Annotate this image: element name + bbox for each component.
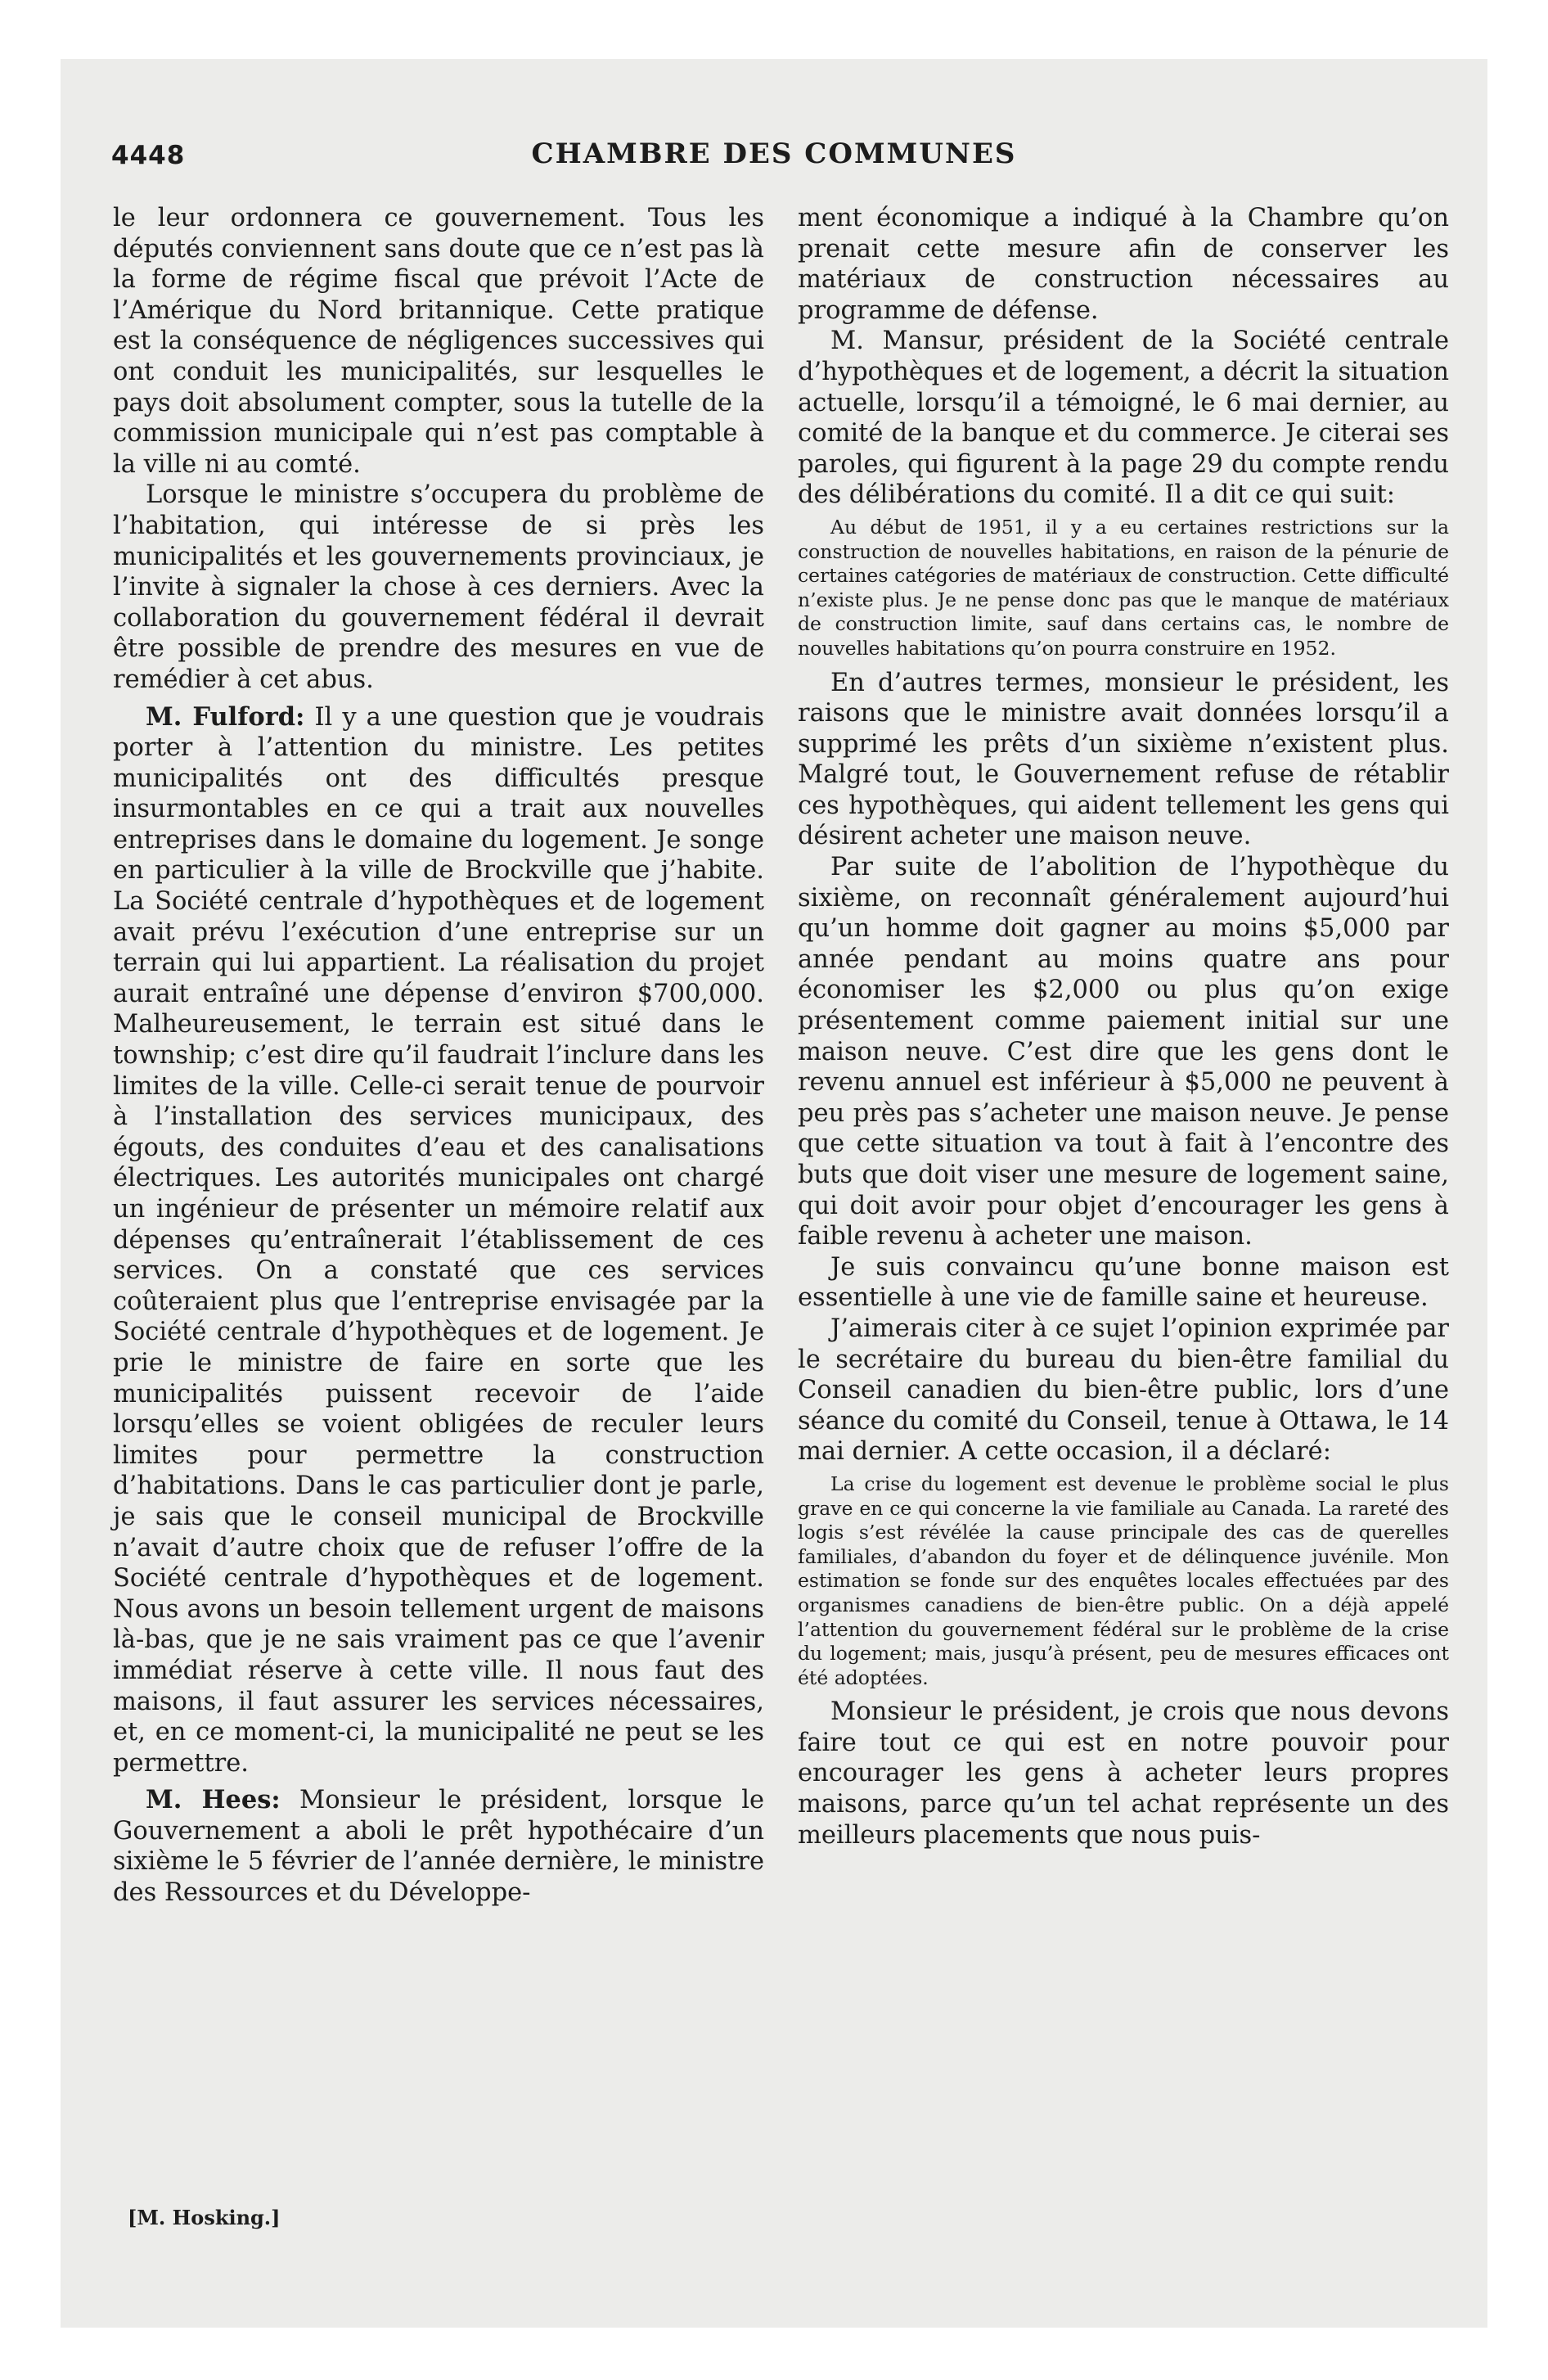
right-column [798,203,1449,1850]
paragraph: Lorsque le ministre s’occupera du problème de l’habitation, qui intéresse de si près les municipalités et les gouvernements provinciaux, je l’invite à signaler la chose à ces derniers. Avec la collaboration du gouvernement fédéral il devrait être possible de prendre des mesures en vue de remédier à cet abus. [113,480,764,694]
paragraph: J’aimerais citer à ce sujet l’opinion exprimée par le secrétaire du bureau du bien-être familial du Conseil canadien du bien-être public, lors d’une séance du comité du Conseil, tenue à Ottawa, le 14 mai dernier. A cette occasion, il a déclaré: [798,1314,1449,1467]
paragraph: le leur ordonnera ce gouvernement. Tous les députés conviennent sans doute que ce n’est pas là la forme de régime fiscal que prévoit l’Acte de l’Amérique du Nord britannique. Cette pratique est la conséquence de négligences successives qui ont conduit les municipalités, sur lesquelles le pays doit absolument compter, sous la tutelle de la commission municipale qui n’est pas comptable à la ville ni au comté. [113,204,764,479]
left-column [113,203,764,1909]
paragraph: Monsieur le président, je crois que nous devons faire tout ce qui est en notre pouvoir pour encourager les gens à acheter leurs propres maisons, parce qu’un tel achat représente un des meilleurs placements que nous puis- [798,1697,1449,1850]
block-quote [798,1472,1449,1690]
paragraph: Je suis convaincu qu’une bonne maison est essentielle à une vie de famille saine et heureuse. [798,1252,1449,1313]
paragraph [113,702,764,1779]
paragraph: ment économique a indiqué à la Chambre qu’on prenait cette mesure afin de conserver les matériaux de construction nécessaires au programme de défense. [798,204,1449,325]
speaker-name: M. Hees: [146,1785,281,1815]
speech-text: Monsieur le président, lorsque le Gouvernement a aboli le prêt hypothécaire d’un sixième le 5 février de l’année dernière, le ministre des Ressources et du Développe- [113,1786,765,1908]
quote-text: La crise du logement est devenue le problème social le plus grave en ce qui concerne la vie familiale au Canada. La rareté des logis s’est révélée la cause principale des cas de querelles familiales, d’abandon du foyer et de délinquence juvénile. Mon estimation se fonde sur des enquêtes locales effectuées par des organismes canadiens de bien-être public. On a déjà appelé l’attention du gouvernement fédéral sur le problème de la crise du logement; mais, jusqu’à présent, peu de mesures efficaces ont été adoptées. [798,1472,1449,1689]
running-header: CHAMBRE DES COMMUNES [531,137,1017,170]
block-quote [798,516,1449,661]
quote-text: Au début de 1951, il y a eu certaines restrictions sur la construction de nouvelles habitations, en raison de la pénurie de certaines catégories de matériaux de construction. Cette difficulté n’existe plus. Je ne pense donc pas que le manque de matériaux de construction limite, sauf dans certains cas, le nombre de nouvelles habitations qu’on pourra construire en 1952. [798,515,1449,660]
speaker-name: M. Fulford: [146,701,305,732]
paragraph: Par suite de l’abolition de l’hypothèque du sixième, on reconnaît généralement aujourd’hui qu’un homme doit gagner au moins $5,000 par année pendant au moins quatre ans pour économiser les $2,000 ou plus qu’on exige présentement comme paiement initial sur une maison neuve. C’est dire que les gens dont le revenu annuel est inférieur à $5,000 ne peuvent à peu près pas s’acheter une maison neuve. Je pense que cette situation va tout à fait à l’encontre des buts que doit viser une mesure de logement saine, qui doit avoir pour objet d’encourager les gens à faible revenu à acheter une maison. [798,853,1449,1251]
page-number: 4448 [111,141,186,170]
speaker-footnote: [M. Hosking.] [128,2206,281,2229]
speech-text: Il y a une question que je voudrais porter à l’attention du ministre. Les petites municipalités ont des difficultés presque insurmontables en ce qui a trait aux nouvelles entreprises dans le domaine du logement. Je songe en particulier à la ville de Brockville que j’habite. La Société centrale d’hypothèques et de logement avait prévu l’exécution d’une entreprise sur un terrain qui lui appartient. La réalisation du projet aurait entraîné une dépense d’environ $700,000. Malheureusement, le terrain est situé dans le township; c’est dire qu’il faudrait l’inclure dans les limites de la ville. Celle-ci serait tenue de pourvoir à l’installation des services municipaux, des égouts, des conduites d’eau et des canalisations électriques. Les autorités municipales ont chargé un ingénieur de présenter un mémoire relatif aux dépenses qu’entraînerait l’établissement de ces services. On a constaté que ces services coûteraient plus que l’entreprise envisagée par la Société centrale d’hypothèques et de logement. Je prie le ministre de faire en sorte que les municipalités puissent recevoir de l’aide lorsqu’elles se voient obligées de reculer leurs limites pour permettre la construction d’habitations. Dans le cas particulier dont je parle, je sais que le conseil municipal de Brockville n’avait d’autre choix que de refuser l’offre de la Société centrale d’hypothèques et de logement. Nous avons un besoin tellement urgent de maisons là-bas, que je ne sais vraiment pas ce que l’avenir immédiat réserve à cette ville. Il nous faut des maisons, il faut assurer les services nécessaires, et, en ce moment-ci, la municipalité ne peut se les permettre. [113,702,765,1778]
paragraph: En d’autres termes, monsieur le président, les raisons que le ministre avait données lorsqu’il a supprimé les prêts d’un sixième n’existent plus. Malgré tout, le Gouvernement refuse de rétablir ces hypothèques, qui aident tellement les gens qui désirent acheter une maison neuve. [798,668,1449,851]
paragraph: M. Mansur, président de la Société centrale d’hypothèques et de logement, a décrit la situation actuelle, lorsqu’il a témoigné, le 6 mai dernier, au comité de la banque et du commerce. Je citerai ses paroles, qui figurent à la page 29 du compte rendu des délibérations du comité. Il a dit ce qui suit: [798,327,1449,510]
paragraph [113,1785,764,1908]
